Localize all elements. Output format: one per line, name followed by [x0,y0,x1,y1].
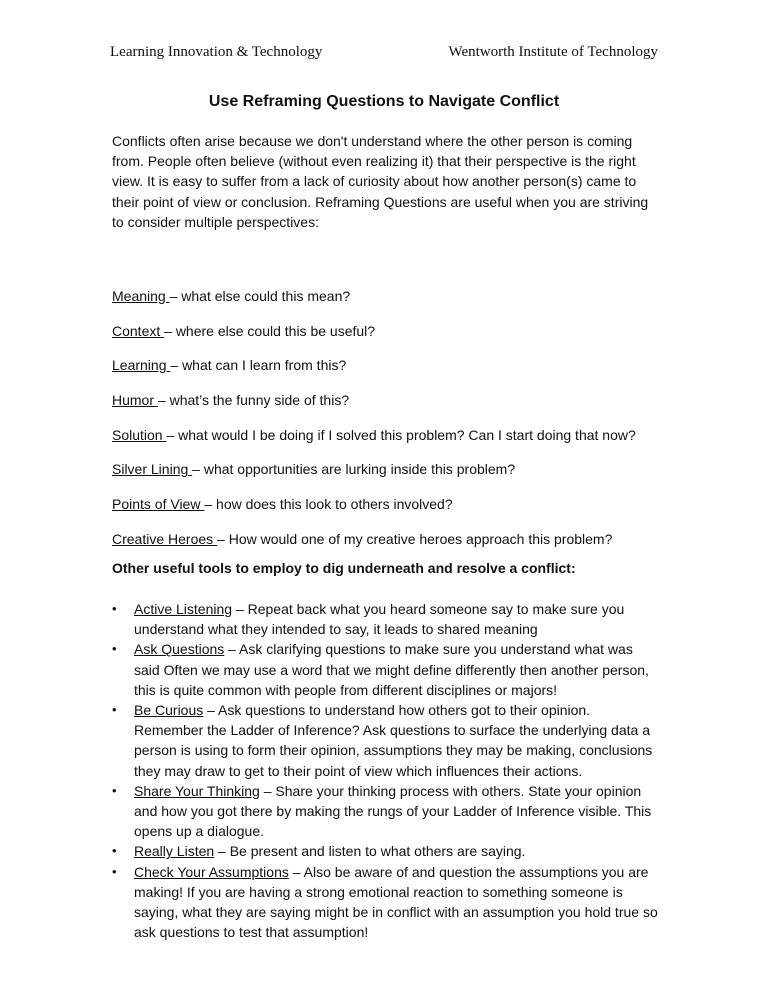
reframe-question: – what else could this mean? [169,288,351,304]
bullet-icon: • [112,843,117,859]
list-item [112,459,672,494]
list-item [112,862,660,943]
tool-description: – Repeat back what you heard someone say to make sure you understand what they intended to say, it leads to shared meaning [134,601,625,638]
tool-description: – Also be aware of and question the assumptions you are making! If you are having a strong emotional reaction to something someone is saying, what they are saying might be in conflict with an assumption you hold true so ask questions to test that assumption! [134,863,658,941]
intro-paragraph: Conflicts often arise because we don't understand where the other person is coming from. People often believe (without even realizing it) that their perspective is the right view. It is easy to suffer from a lack of curiosity about how another person(s) came to their point of view or conclusion. Reframing Questions are useful when you are striving to consider multiple perspectives: [112,133,649,230]
bullet-icon: • [112,601,117,616]
tool-description: – Share your thinking process with others. State your opinion and how you got there by making the rungs of your Ladder of Inference visible. This opens up a dialogue. [134,782,652,840]
header-left-text: Learning Innovation & Technology [110,44,323,60]
list-item [112,639,660,700]
page-header [110,44,658,68]
tool-description: – Be present and listen to what others are saying. [214,843,526,860]
reframe-question: – where else could this be useful? [164,322,376,339]
reframe-question: – How would one of my creative heroes approach this problem? [217,530,613,547]
bullet-icon: • [112,702,117,718]
reframe-term: Context [112,322,165,339]
reframe-term: Solution [112,426,167,443]
tool-term: Really Listen [134,843,215,860]
reframe-term: Learning [112,357,171,374]
reframing-questions-list [112,286,672,564]
reframe-question: – what’s the funny side of this? [157,392,350,409]
tools-heading: Other useful tools to employ to dig underneath and resolve a conflict: [112,560,576,576]
tool-term: Share Your Thinking [134,782,260,799]
tool-term: Ask Questions [134,641,225,658]
list-item [112,494,672,529]
reframe-term: Meaning [112,288,170,304]
reframe-term: Creative Heroes [112,530,218,547]
reframe-term: Silver Lining [112,461,193,478]
bullet-icon: • [112,863,117,879]
reframe-question: – what would I be doing if I solved this problem? Can I start doing that now? [166,426,636,443]
list-item [112,286,672,321]
reframe-question: – how does this look to others involved? [204,496,453,513]
list-item [112,700,660,781]
reframe-term: Points of View [112,496,205,513]
header-right-text: Wentworth Institute of Technology [448,44,658,60]
tools-bullet-list [112,599,660,942]
list-item [112,425,672,460]
bullet-icon: • [112,641,117,657]
list-item [112,355,672,390]
list-item [112,781,660,842]
tool-term: Check Your Assumptions [134,863,289,880]
reframe-question: – what opportunities are lurking inside this problem? [192,461,516,478]
tool-term: Active Listening [134,601,233,617]
reframe-question: – what can I learn from this? [170,357,347,374]
list-item [112,529,672,564]
tool-description: – Ask clarifying questions to make sure you understand what was said Often we may use a word that we might define differently then another person, this is quite common with people from different disciplines or majors! [134,641,649,698]
tool-description: – Ask questions to understand how others got to their opinion. Remember the Ladder of Inference? Ask questions to surface the underlying data a person is using to form their opinion, assumptions they may be making, conclusions they may draw to get to their point of view which influences their actions. [134,702,653,779]
tool-term: Be Curious [134,702,204,719]
list-item [112,321,672,356]
reframe-term: Humor [112,392,158,409]
list-item [112,599,660,639]
bullet-icon: • [112,782,117,798]
list-item [112,841,660,861]
list-item [112,390,672,425]
document-title: Use Reframing Questions to Navigate Conflict [208,93,560,110]
